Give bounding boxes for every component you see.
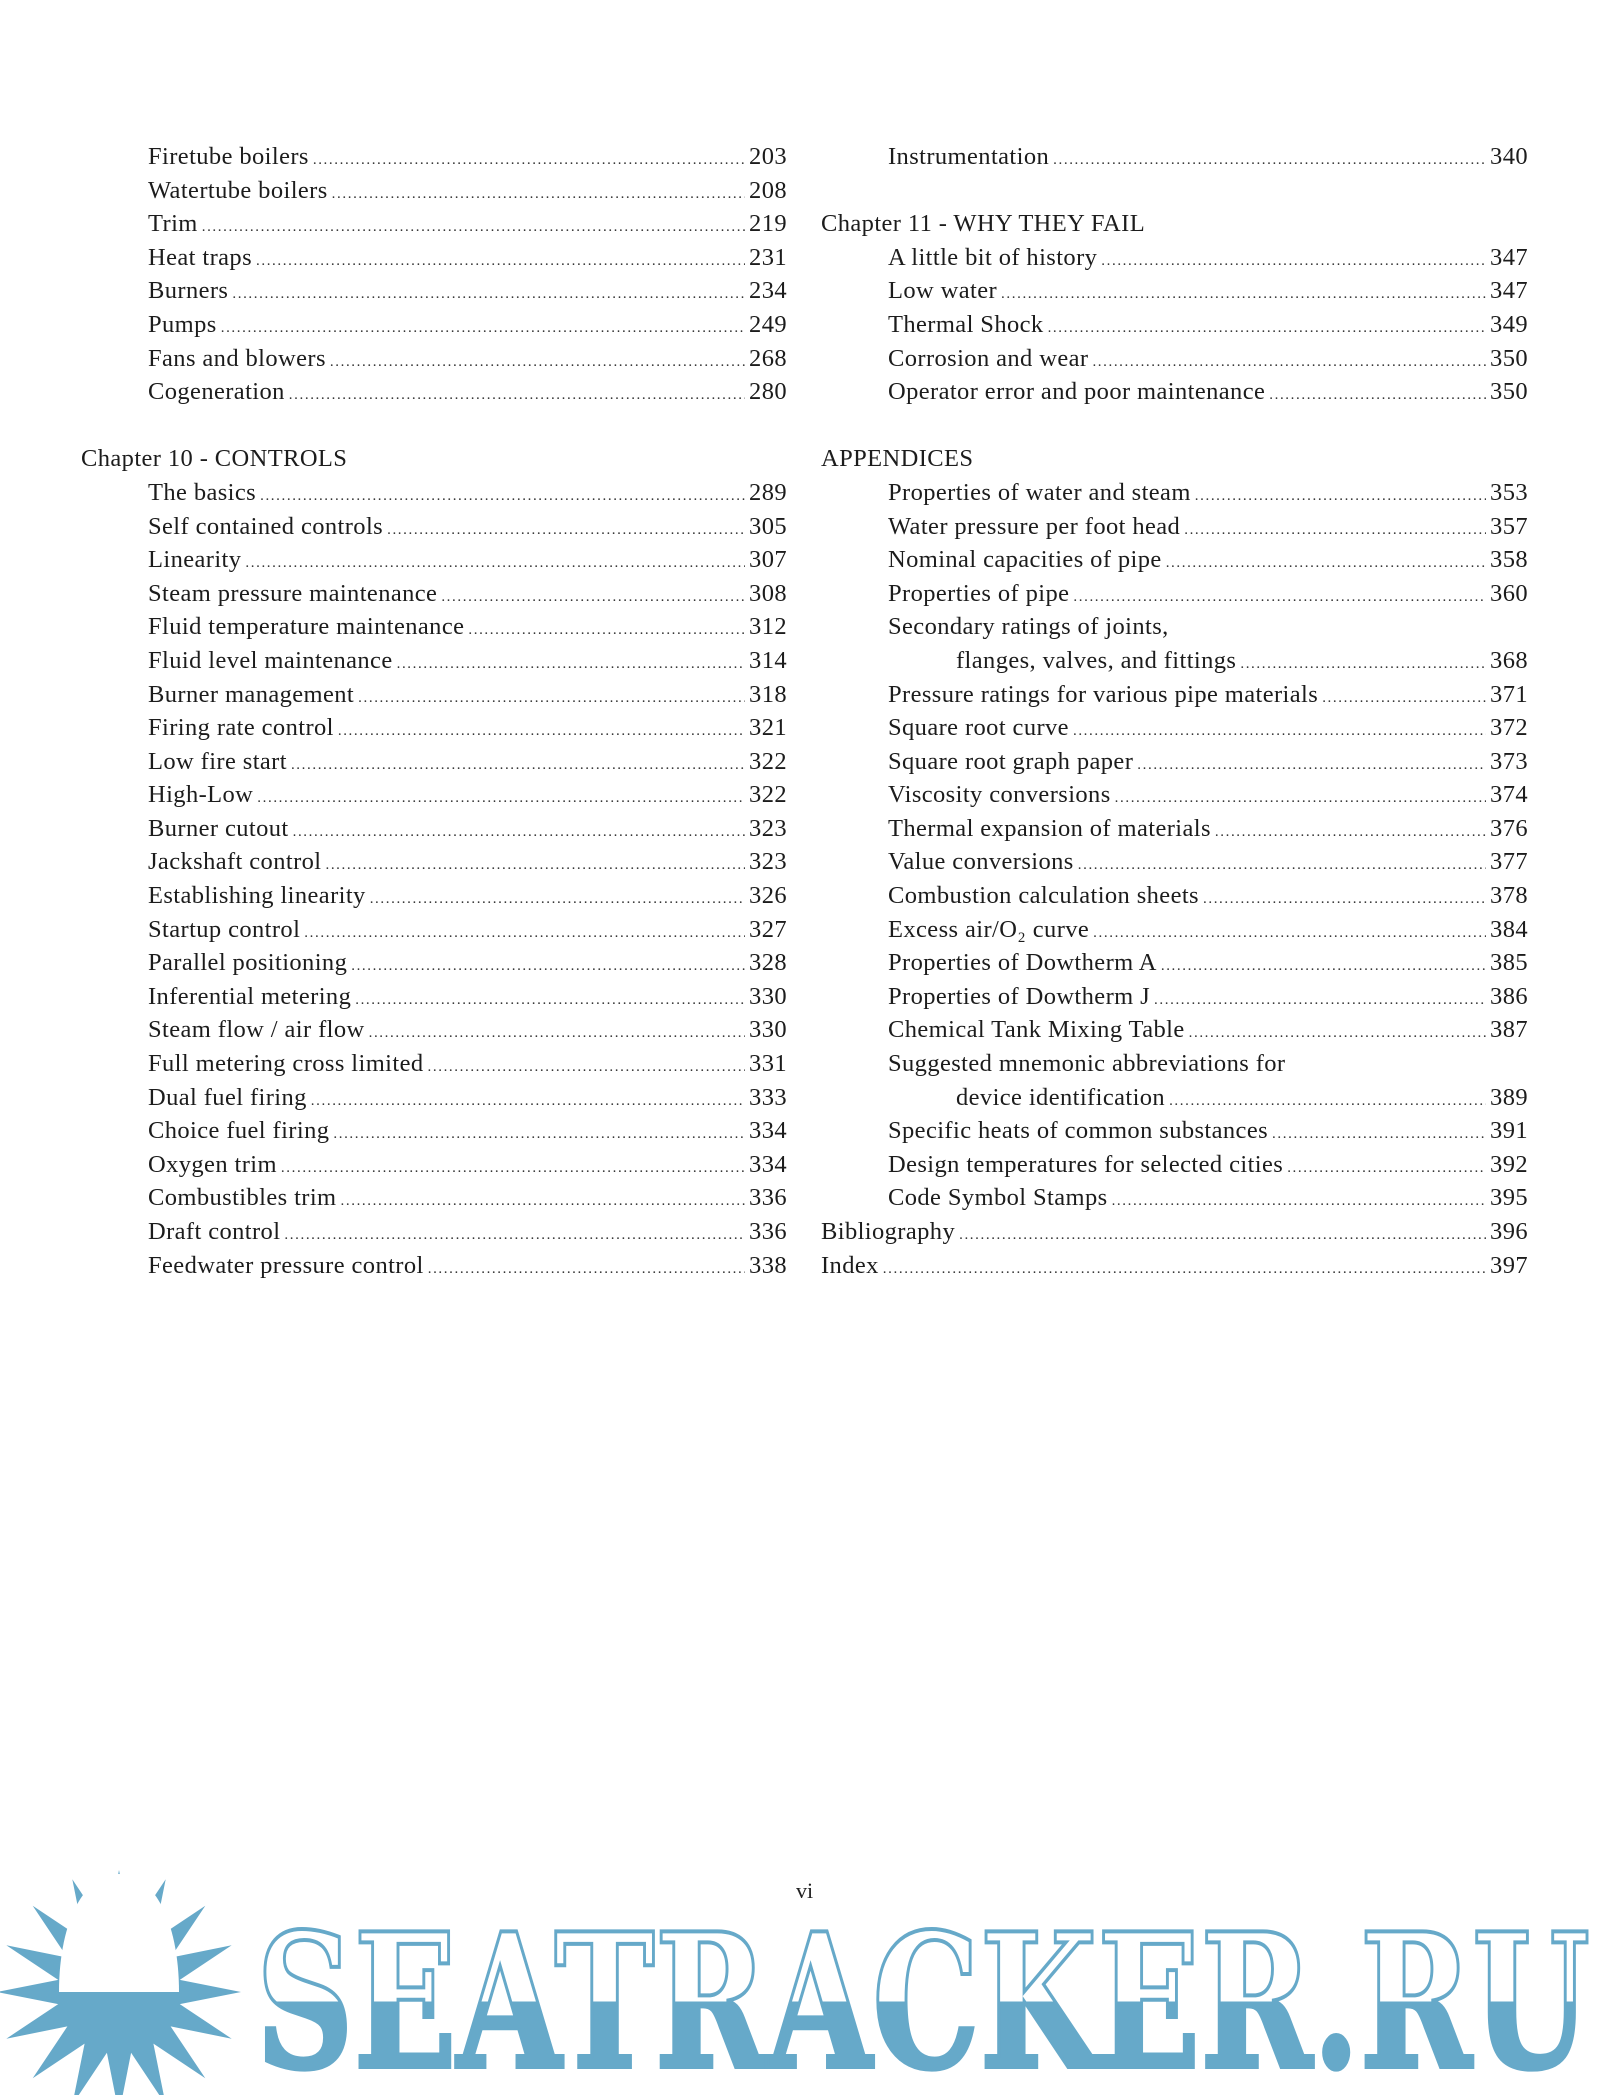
toc-page-number: 376 [1490,814,1528,842]
toc-entry-title: Thermal expansion of materials [888,814,1211,842]
toc-entry[interactable] [821,1148,1528,1182]
toc-entry-title: Jackshaft control [148,848,322,876]
toc-entry[interactable] [81,1148,787,1182]
toc-page-number: 333 [749,1083,787,1111]
toc-entry-title: Fans and blowers [148,344,326,372]
toc-entry-title: Properties of Dowtherm J [888,982,1151,1010]
toc-entry-title: Code Symbol Stamps [888,1184,1108,1212]
toc-page-number: 353 [1490,478,1528,506]
toc-entry-title: Combustibles trim [148,1184,337,1212]
dot-leader [1092,346,1486,380]
toc-page-number: 330 [749,1016,787,1044]
toc-page-number: 374 [1490,781,1528,809]
toc-entry-title: Linearity [148,546,242,574]
dot-leader [959,1219,1486,1253]
toc-page-number: 396 [1490,1218,1528,1245]
dot-leader [1269,379,1486,413]
toc-page-number: 219 [749,210,787,238]
toc-entry[interactable] [81,1081,787,1115]
toc-entry-title: Trim [148,210,198,238]
dot-leader [1101,245,1486,279]
toc-page-number: 347 [1490,243,1528,271]
dot-leader [1073,581,1486,615]
toc-page-number: 340 [1490,143,1528,170]
toc-entry[interactable] [81,476,787,510]
page-number: vi [796,1878,814,1903]
toc-page-number: 249 [749,310,787,338]
dot-leader [1053,144,1486,178]
toc-entry-title: Burner cutout [148,814,289,842]
dot-leader [1073,715,1486,749]
toc-entry[interactable] [81,577,787,611]
toc-entry-title: flanges, valves, and fittings [956,646,1237,674]
toc-page-number: 334 [749,1150,787,1178]
toc-page-number: 385 [1490,949,1528,977]
toc-entry[interactable] [81,711,787,745]
dot-leader [351,950,745,984]
dot-leader [341,1185,746,1219]
toc-entry-title: Operator error and poor maintenance [888,378,1266,406]
toc-entry[interactable] [821,980,1528,1014]
dot-leader [1322,682,1486,716]
toc-entry-title: Startup control [148,915,301,943]
toc-chapter-heading [821,442,1528,476]
toc-entry[interactable] [81,1047,787,1081]
dot-leader [883,1253,1486,1287]
toc-entry-title: Chapter 11 - WHY THEY FAIL [821,210,1146,238]
toc-page-number: 368 [1490,646,1528,674]
dot-leader [1154,984,1486,1018]
toc-section [821,207,1528,409]
toc-page-number: 384 [1490,915,1528,943]
toc-entry[interactable] [81,845,787,879]
toc-right-column [821,140,1528,1282]
toc-entry[interactable] [81,745,787,779]
dot-leader [332,178,745,212]
toc-page-number: 328 [749,949,787,977]
toc-entry-title: Corrosion and wear [888,344,1089,372]
dot-leader [257,782,745,816]
toc-entry[interactable] [81,543,787,577]
toc-section [821,442,1528,1282]
toc-entry[interactable] [81,678,787,712]
toc-entry-title: Low water [888,277,998,305]
toc-page-number: 326 [749,882,787,910]
dot-leader [1166,547,1486,581]
dot-leader [330,346,745,380]
toc-entry-title: High-Low [148,781,254,809]
dot-leader [370,883,745,917]
toc-entry[interactable] [81,274,787,308]
toc-page-number: 331 [749,1050,787,1078]
toc-entry[interactable] [821,342,1528,376]
watermark-text: SEATRACKER.RU [256,1892,1590,2095]
toc-entry-title: Thermal Shock [888,310,1044,338]
toc-entry-title: device identification [956,1083,1166,1111]
toc-entry[interactable] [81,644,787,678]
toc-page-number: 280 [749,378,787,406]
dot-leader [428,1051,746,1085]
toc-entry-title: Properties of pipe [888,579,1070,607]
toc-page-number: 338 [749,1251,787,1279]
toc-entry[interactable] [821,543,1528,577]
toc-entry[interactable] [81,510,787,544]
toc-page-number: 305 [749,512,787,540]
toc-page-number: 377 [1490,848,1528,876]
toc-page-number: 347 [1490,277,1528,305]
dot-leader [1078,849,1486,883]
toc-entry-title: Steam flow / air flow [148,1016,365,1044]
toc-entry[interactable] [821,1013,1528,1047]
toc-entry[interactable] [821,678,1528,712]
toc-page-number: 312 [749,613,787,641]
toc-page-number: 336 [749,1184,787,1212]
dot-leader [1093,917,1486,951]
toc-entry[interactable] [821,1181,1528,1215]
toc-entry[interactable] [81,1013,787,1047]
toc-entry-title: Parallel positioning [148,949,348,977]
toc-entry[interactable] [821,241,1528,275]
toc-entry[interactable] [821,140,1528,174]
toc-entry[interactable] [81,342,787,376]
toc-page-number: 231 [749,243,787,271]
toc-entry[interactable] [821,1081,1528,1115]
dot-leader [281,1152,745,1186]
dot-leader [232,278,745,312]
toc-entry-title: Dual fuel firing [148,1083,307,1111]
dot-leader [256,245,745,279]
toc-entry-title: Heat traps [148,243,252,271]
toc-entry[interactable] [821,1114,1528,1148]
toc-entry[interactable] [81,879,787,913]
toc-entry-title: Properties of water and steam [888,478,1191,506]
toc-chapter-heading [821,207,1528,241]
toc-entry[interactable] [821,745,1528,779]
toc-entry[interactable] [821,610,1528,644]
dot-leader [202,211,745,245]
dot-leader [289,379,745,413]
toc-entry-title: Square root curve [888,714,1069,742]
toc-entry[interactable] [81,140,787,174]
dot-leader [1272,1118,1486,1152]
toc-entry[interactable] [81,207,787,241]
toc-section [81,140,787,409]
toc-entry-title: Fluid level maintenance [148,646,393,674]
toc-entry-title: Self contained controls [148,512,384,540]
toc-entry[interactable] [821,778,1528,812]
toc-entry-title: Feedwater pressure control [148,1251,424,1279]
toc-entry[interactable] [821,946,1528,980]
toc-entry-title: Inferential metering [148,982,352,1010]
toc-page-number: 268 [749,344,787,372]
toc-page-number: 391 [1490,1117,1528,1145]
toc-entry[interactable] [821,644,1528,678]
toc-entry[interactable] [81,174,787,208]
dot-leader [1169,1085,1486,1119]
dot-leader [1287,1152,1486,1186]
toc-entry-title: Chemical Tank Mixing Table [888,1016,1185,1044]
dot-leader [397,648,745,682]
toc-entry-title: Chapter 10 - CONTROLS [81,445,348,473]
toc-entry[interactable] [81,1181,787,1215]
toc-entry-title: Viscosity conversions [888,781,1111,809]
toc-page-number: 208 [749,176,787,204]
dot-leader [325,849,745,883]
toc-entry[interactable] [821,577,1528,611]
dot-leader [468,614,745,648]
dot-leader [313,144,745,178]
toc-section [821,140,1528,174]
dot-leader [1215,816,1486,850]
dot-leader [311,1085,745,1119]
toc-entry-title: Choice fuel firing [148,1117,330,1145]
toc-entry-title: Combustion calculation sheets [888,882,1199,910]
toc-page-number: 360 [1490,579,1528,607]
toc-page-number: 373 [1490,747,1528,775]
toc-entry[interactable] [81,375,787,409]
toc-entry[interactable] [81,610,787,644]
toc-page-number: 392 [1490,1150,1528,1178]
toc-entry-title: Secondary ratings of joints, [888,613,1169,641]
toc-entry-title: Watertube boilers [148,176,328,204]
toc-page-number: 371 [1490,680,1528,708]
toc-entry-title: Establishing linearity [148,882,366,910]
toc-section [81,442,787,1282]
toc-entry-title: Fluid temperature maintenance [148,613,465,641]
toc-entry[interactable] [81,778,787,812]
toc-entry-title: Draft control [148,1218,281,1245]
toc-entry[interactable] [81,980,787,1014]
toc-left-column [81,140,787,1282]
dot-leader [1184,514,1486,548]
toc-entry[interactable] [81,946,787,980]
dot-leader [260,480,745,514]
dot-leader [338,715,745,749]
dot-leader [1195,480,1486,514]
toc-page-number: 389 [1490,1083,1528,1111]
toc-page-number: 314 [749,646,787,674]
dot-leader [358,682,745,716]
dot-leader [333,1118,745,1152]
toc-entry-title: Burners [148,277,229,305]
toc-page-number: 372 [1490,714,1528,742]
toc-page-number: 350 [1490,378,1528,406]
dot-leader [1189,1017,1486,1051]
dot-leader [221,312,745,346]
toc-page-number: 397 [1490,1251,1528,1279]
toc-entry-title: Index [821,1251,879,1279]
toc-entry[interactable] [821,812,1528,846]
toc-page-number: 386 [1490,982,1528,1010]
toc-entry-title: APPENDICES [821,445,974,473]
toc-page-number: 323 [749,814,787,842]
dot-leader [1161,950,1486,984]
toc-page-number: 308 [749,579,787,607]
toc-page-number: 234 [749,277,787,305]
toc-entry[interactable] [821,510,1528,544]
dot-leader [1112,1185,1486,1219]
dot-leader [304,917,745,951]
toc-chapter-heading [81,442,787,476]
toc-entry[interactable] [81,1249,787,1283]
toc-entry[interactable] [81,1114,787,1148]
dot-leader [1048,312,1486,346]
toc-entry-title: Oxygen trim [148,1150,277,1178]
toc-entry-title: Firetube boilers [148,143,309,170]
toc-page-number: 387 [1490,1016,1528,1044]
toc-entry[interactable] [81,1215,787,1249]
toc-entry[interactable] [821,274,1528,308]
toc-entry[interactable] [821,375,1528,409]
toc-entry-title: Value conversions [888,848,1074,876]
toc-entry-title: Steam pressure maintenance [148,579,438,607]
dot-leader [284,1219,745,1253]
toc-page-number: 318 [749,680,787,708]
toc-entry-title: Water pressure per foot head [888,512,1181,540]
toc-entry-title: Full metering cross limited [148,1050,424,1078]
toc-entry[interactable] [821,711,1528,745]
toc-entry-title: Low fire start [148,747,287,775]
toc-entry-title: Instrumentation [888,143,1050,170]
toc-entry-title: Pumps [148,310,217,338]
toc-page-number: 203 [749,143,787,170]
toc-page-number: 322 [749,747,787,775]
toc-entry-title: Excess air/O₂ curve [888,915,1090,943]
toc-entry-title: Burner management [148,680,355,708]
toc-page-number: 395 [1490,1184,1528,1212]
dot-leader [428,1253,745,1287]
dot-leader [245,547,745,581]
toc-entry[interactable] [81,241,787,275]
toc-entry[interactable] [821,879,1528,913]
toc-entry[interactable] [821,476,1528,510]
toc-entry[interactable] [81,812,787,846]
toc-page-number: 357 [1490,512,1528,540]
toc-entry-title: The basics [148,478,257,506]
toc-entry-title: A little bit of history [888,243,1098,271]
toc-entry[interactable] [821,1047,1528,1081]
dot-leader [1203,883,1486,917]
toc-entry[interactable] [821,913,1528,947]
toc-entry-title: Design temperatures for selected cities [888,1150,1284,1178]
dot-leader [441,581,745,615]
toc-page-number: 350 [1490,344,1528,372]
toc-entry[interactable] [821,1215,1528,1249]
toc-entry[interactable] [81,913,787,947]
toc-entry[interactable] [821,308,1528,342]
dot-leader [1115,782,1486,816]
dot-leader [1001,278,1486,312]
dot-leader [355,984,745,1018]
toc-entry[interactable] [821,1249,1528,1283]
toc-entry[interactable] [821,845,1528,879]
dot-leader [369,1017,745,1051]
dot-leader [1137,749,1486,783]
toc-entry-title: Nominal capacities of pipe [888,546,1162,574]
dot-leader [293,816,745,850]
toc-entry[interactable] [81,308,787,342]
toc-entry-title: Properties of Dowtherm A [888,949,1157,977]
dot-leader [1240,648,1486,682]
dot-leader [387,514,745,548]
toc-page-number: 289 [749,478,787,506]
dot-leader [291,749,745,783]
toc-page-number: 358 [1490,546,1528,574]
sun-icon [0,1870,241,2095]
toc-page-number: 349 [1490,310,1528,338]
toc-entry-title: Square root graph paper [888,747,1134,775]
toc-page-number: 330 [749,982,787,1010]
toc-page-number: 323 [749,848,787,876]
toc-page-number: 307 [749,546,787,574]
toc-page-number: 378 [1490,882,1528,910]
toc-entry-title: Pressure ratings for various pipe materials [888,680,1319,708]
toc-entry-title: Specific heats of common substances [888,1117,1269,1145]
toc-page-number: 322 [749,781,787,809]
toc-entry-title: Suggested mnemonic abbreviations for [888,1050,1286,1078]
toc-page-number: 336 [749,1218,787,1245]
toc-entry-title: Bibliography [821,1218,956,1245]
toc-page-number: 327 [749,915,787,943]
toc-entry-title: Firing rate control [148,714,334,742]
toc-page-number: 334 [749,1117,787,1145]
toc-entry-title: Cogeneration [148,378,285,406]
toc-page-number: 321 [749,714,787,742]
